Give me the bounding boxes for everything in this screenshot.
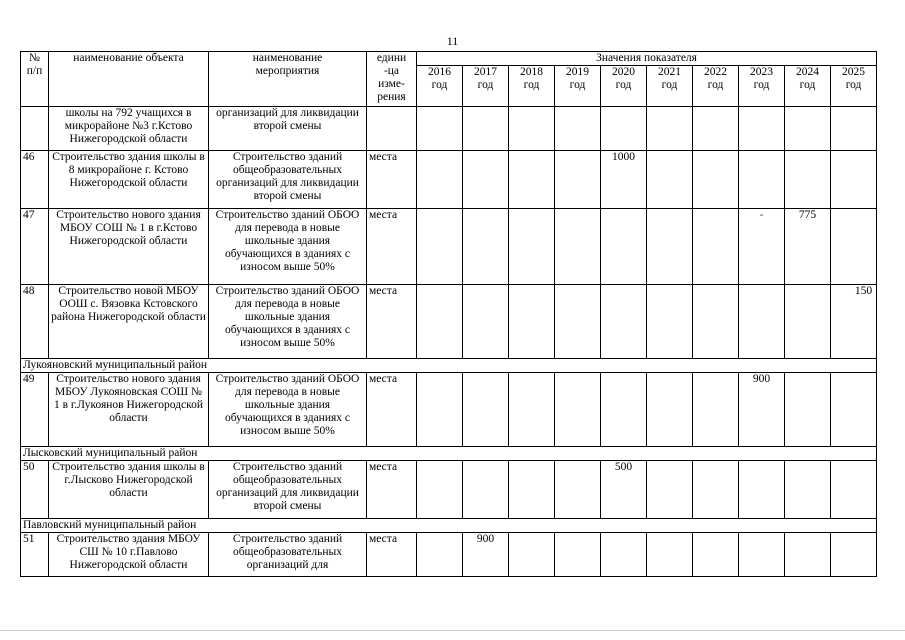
row-num: 46: [21, 151, 49, 209]
value-2017: [463, 285, 509, 359]
row-unit: места: [367, 533, 417, 577]
value-2023: [739, 461, 785, 519]
row-action: Строительство зданий общеобразовательных организаций для ликвидации второй смены: [209, 461, 367, 519]
value-2016: [417, 209, 463, 285]
value-2022: [693, 373, 739, 447]
header-year-2023: 2023 год: [739, 66, 785, 107]
section-row-lyskovo: [21, 447, 877, 461]
value-2018: [509, 461, 555, 519]
value-2019: [555, 461, 601, 519]
section-row-pavlovo: [21, 519, 877, 533]
value-2017: [463, 373, 509, 447]
header-year-2021: 2021 год: [647, 66, 693, 107]
row-num: 48: [21, 285, 49, 359]
row-num: 49: [21, 373, 49, 447]
row-object: Строительство нового здания МБОУ Лукояновская СОШ № 1 в г.Лукоянов Нижегородской области: [49, 373, 209, 447]
row-num: 51: [21, 533, 49, 577]
value-2022: [693, 209, 739, 285]
table-row-48: [21, 285, 877, 359]
value-2017: 900: [463, 533, 509, 577]
value-2024: [785, 151, 831, 209]
row-num: 47: [21, 209, 49, 285]
scan-edge-line: [0, 630, 905, 631]
table-row-50: [21, 461, 877, 519]
value-2019: [555, 209, 601, 285]
value-2020: 500: [601, 461, 647, 519]
header-year-2018: 2018 год: [509, 66, 555, 107]
value-2022: [693, 533, 739, 577]
header-row-top: [21, 52, 877, 66]
value-2021: [647, 461, 693, 519]
section-title: Лукояновский муниципальный район: [21, 359, 877, 373]
value-2020: [601, 533, 647, 577]
header-num: № п/п: [21, 52, 49, 107]
value-2016: [417, 151, 463, 209]
value-2021: [647, 533, 693, 577]
row-action: Строительство зданий общеобразовательных организаций для: [209, 533, 367, 577]
value-2024: 775: [785, 209, 831, 285]
value-2025: 150: [831, 285, 877, 359]
row-action: Строительство зданий ОБОО для перевода в новые школьные здания обучающихся в зданиях с износом выше 50%: [209, 373, 367, 447]
row-object: Строительство здания школы в 8 микрорайоне г. Кстово Нижегородской области: [49, 151, 209, 209]
value-2022: [693, 461, 739, 519]
value-2025: [831, 151, 877, 209]
value-2023: -: [739, 209, 785, 285]
value-2023: [739, 533, 785, 577]
row-action: Строительство зданий ОБОО для перевода в новые школьные здания обучающихся в зданиях с износом выше 50%: [209, 285, 367, 359]
row-unit: [367, 107, 417, 151]
row-action: организаций для ликвидации второй смены: [209, 107, 367, 151]
value-2020: [601, 107, 647, 151]
table-row-49: [21, 373, 877, 447]
section-title: Лысковский муниципальный район: [21, 447, 877, 461]
value-2018: [509, 107, 555, 151]
row-num: [21, 107, 49, 151]
table-row-51: [21, 533, 877, 577]
row-object: Строительство нового здания МБОУ СОШ № 1 в г.Кстово Нижегородской области: [49, 209, 209, 285]
value-2018: [509, 151, 555, 209]
header-year-2017: 2017 год: [463, 66, 509, 107]
value-2024: [785, 107, 831, 151]
header-year-2020: 2020 год: [601, 66, 647, 107]
page-number: 11: [446, 34, 459, 48]
value-2019: [555, 151, 601, 209]
value-2018: [509, 209, 555, 285]
row-num: 50: [21, 461, 49, 519]
value-2017: [463, 209, 509, 285]
value-2023: [739, 107, 785, 151]
header-object: наименование объекта: [49, 52, 209, 107]
section-row-lukoyanov: [21, 359, 877, 373]
table-row-46: [21, 151, 877, 209]
header-year-2022: 2022 год: [693, 66, 739, 107]
value-2018: [509, 533, 555, 577]
value-2021: [647, 107, 693, 151]
value-2025: [831, 533, 877, 577]
indicator-table: [20, 51, 877, 577]
row-object: школы на 792 учащихся в микрорайоне №3 г.Кстово Нижегородской области: [49, 107, 209, 151]
row-unit: места: [367, 285, 417, 359]
value-2021: [647, 285, 693, 359]
table-row-continuation: [21, 107, 877, 151]
value-2022: [693, 107, 739, 151]
value-2025: [831, 373, 877, 447]
value-2016: [417, 461, 463, 519]
value-2019: [555, 533, 601, 577]
value-2025: [831, 209, 877, 285]
value-2018: [509, 285, 555, 359]
value-2023: [739, 151, 785, 209]
section-title: Павловский муниципальный район: [21, 519, 877, 533]
row-object: Строительство здания школы в г.Лысково Нижегородской области: [49, 461, 209, 519]
value-2016: [417, 285, 463, 359]
value-2021: [647, 373, 693, 447]
value-2021: [647, 209, 693, 285]
header-year-2025: 2025 год: [831, 66, 877, 107]
value-2019: [555, 285, 601, 359]
header-year-2019: 2019 год: [555, 66, 601, 107]
value-2018: [509, 373, 555, 447]
value-2016: [417, 373, 463, 447]
value-2020: 1000: [601, 151, 647, 209]
value-2025: [831, 461, 877, 519]
row-unit: места: [367, 461, 417, 519]
value-2022: [693, 285, 739, 359]
header-action: наименование мероприятия: [209, 52, 367, 107]
row-action: Строительство зданий ОБОО для перевода в новые школьные здания обучающихся в зданиях с износом выше 50%: [209, 209, 367, 285]
value-2016: [417, 533, 463, 577]
header-year-2024: 2024 год: [785, 66, 831, 107]
value-2023: [739, 285, 785, 359]
row-object: Строительство здания МБОУ СШ № 10 г.Павлово Нижегородской области: [49, 533, 209, 577]
value-2016: [417, 107, 463, 151]
row-object: Строительство новой МБОУ ООШ с. Вязовка Кстовского района Нижегородской области: [49, 285, 209, 359]
value-2020: [601, 285, 647, 359]
header-year-2016: 2016 год: [417, 66, 463, 107]
value-2024: [785, 373, 831, 447]
value-2020: [601, 209, 647, 285]
value-2022: [693, 151, 739, 209]
value-2017: [463, 107, 509, 151]
header-values-title: Значения показателя: [417, 52, 877, 66]
table-row-47: [21, 209, 877, 285]
value-2024: [785, 461, 831, 519]
value-2024: [785, 285, 831, 359]
row-unit: места: [367, 151, 417, 209]
header-unit: едини -ца изме- рения: [367, 52, 417, 107]
value-2025: [831, 107, 877, 151]
value-2019: [555, 373, 601, 447]
row-unit: места: [367, 209, 417, 285]
value-2017: [463, 461, 509, 519]
value-2023: 900: [739, 373, 785, 447]
value-2017: [463, 151, 509, 209]
row-action: Строительство зданий общеобразовательных организаций для ликвидации второй смены: [209, 151, 367, 209]
row-unit: места: [367, 373, 417, 447]
value-2021: [647, 151, 693, 209]
value-2020: [601, 373, 647, 447]
value-2024: [785, 533, 831, 577]
value-2019: [555, 107, 601, 151]
